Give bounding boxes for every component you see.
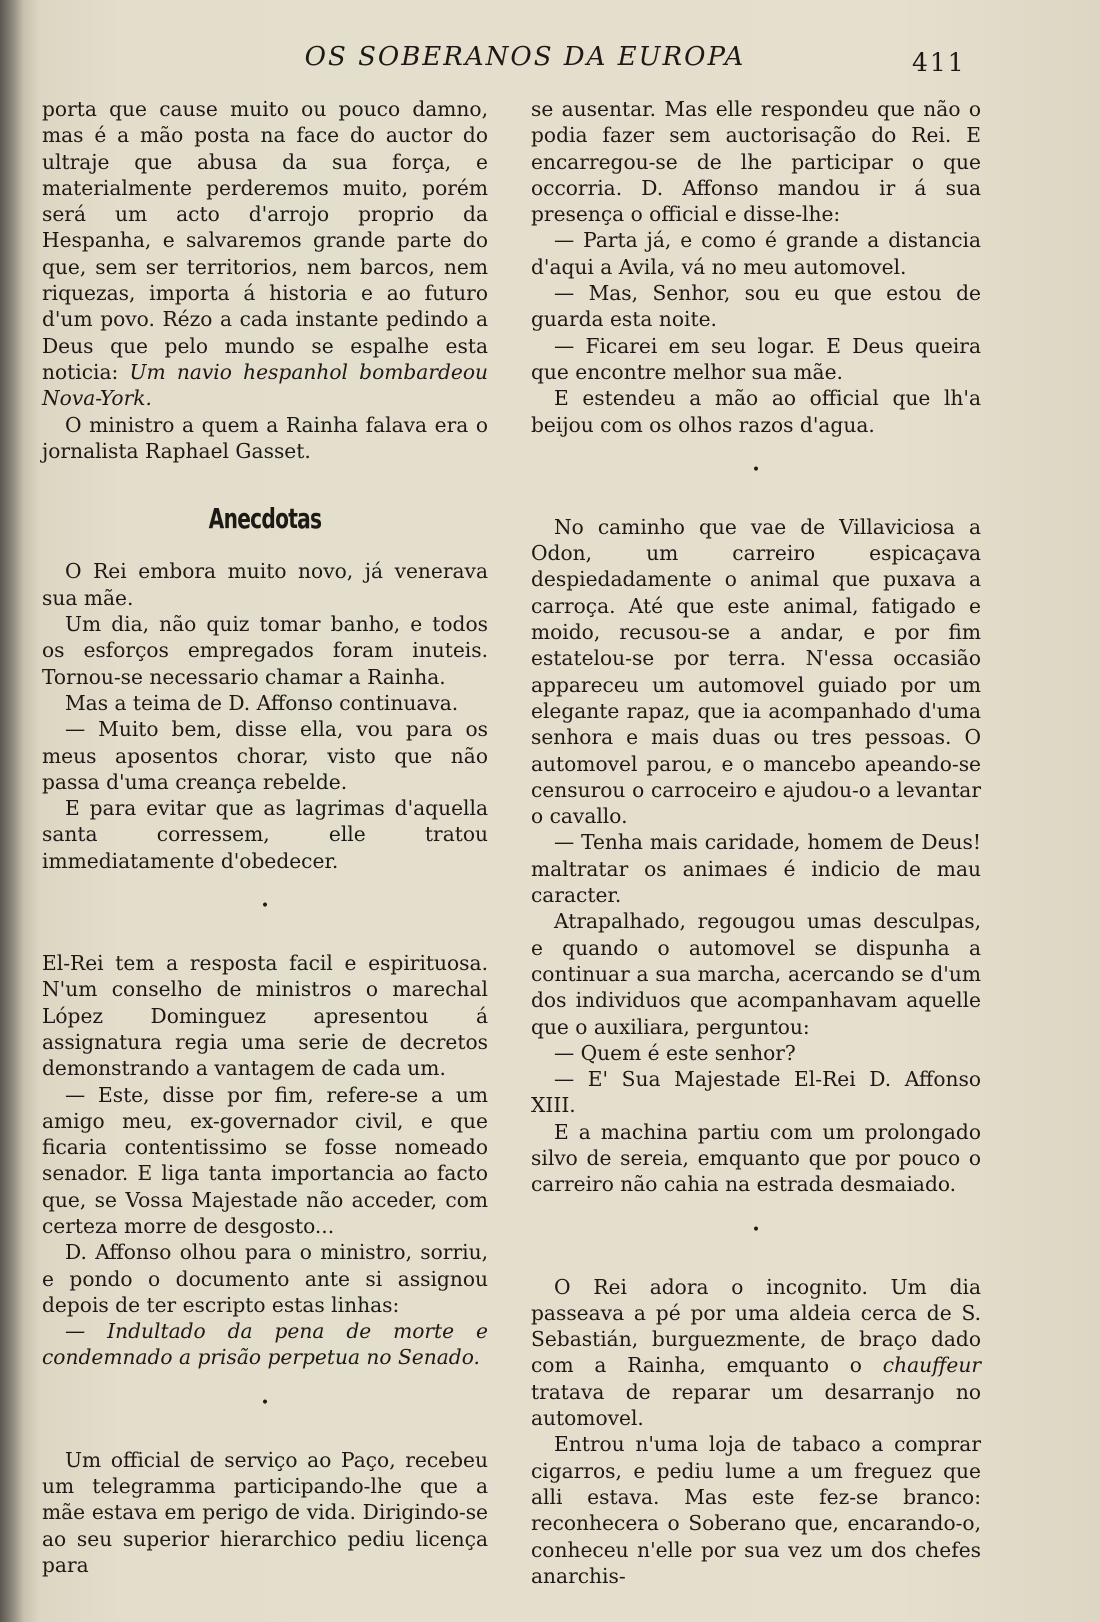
paragraph: — Parta já, e como é grande a distancia d'aqui a Avila, vá no meu automovel. <box>531 228 981 279</box>
paragraph-text: tratava de reparar um desarranjo no automovel. <box>531 1379 981 1431</box>
paragraph: — Este, disse por fim, refere-se a um amigo meu, ex-governador civil, e que ficaria contentissimo se fosse nomeado senador. E liga tanta importancia ao facto que, se Vossa Majestade não acceder, com certeza morre de desgosto... <box>42 1082 488 1238</box>
paragraph: — Muito bem, disse ella, vou para os meus aposentos chorar, visto que não passa d'uma creança rebelde. <box>42 717 488 794</box>
section-separator: • <box>751 461 761 478</box>
paragraph: — Quem é este senhor? <box>554 1040 796 1065</box>
paragraph: Mas a teima de D. Affonso continuava. <box>65 690 459 715</box>
paragraph: se ausentar. Mas elle respondeu que não o podia fazer sem auctorisação do Rei. E encarregou-se de lhe participar o que occorria. D. Affonso mandou ir á sua presença o official e disse-lhe: <box>531 97 981 227</box>
page-number: 411 <box>912 48 966 77</box>
paragraph-text: O Rei adora o incognito. Um dia passeava a pé por uma aldeia cerca de S. Sebastián, burguezmente, de braço dado com a Rainha, emquanto o <box>531 1274 981 1378</box>
left-column <box>42 96 488 1578</box>
right-column <box>531 96 981 1589</box>
paragraph <box>42 96 488 412</box>
section-heading: Anecdotas <box>208 502 322 536</box>
paragraph: Um official de serviço ao Paço, recebeu um telegramma participando-lhe que a mãe estava em perigo de vida. Dirigindo-se ao seu superior hierarchico pediu licença para <box>42 1447 488 1577</box>
paragraph: O Rei embora muito novo, já venerava sua mãe. <box>42 559 488 610</box>
paragraph: — Tenha mais caridade, homem de Deus! maltratar os animaes é indicio de mau caracter. <box>531 830 981 908</box>
paragraph: E estendeu a mão ao official que lh'a beijou com os olhos razos d'agua. <box>531 386 981 437</box>
paragraph: E para evitar que as lagrimas d'aquella santa corressem, elle tratou immediatamente d'obedecer. <box>42 796 488 873</box>
paragraph: Um dia, não quiz tomar banho, e todos os esforços empregados foram inuteis. Tornou-se necessario chamar a Rainha. <box>42 612 488 689</box>
paragraph: — Mas, Senhor, sou eu que estou de guarda esta noite. <box>531 281 981 332</box>
paragraph: O ministro a quem a Rainha falava era o jornalista Raphael Gasset. <box>42 412 488 463</box>
paragraph: E a machina partiu com um prolongado silvo de sereia, emquanto que por pouco o carreiro não cahia na estrada desmaiado. <box>531 1119 981 1197</box>
paragraph <box>531 1274 981 1432</box>
italic-quote: Um navio hespanhol bombardeou Nova-York. <box>42 359 488 411</box>
section-separator: • <box>751 1221 761 1238</box>
paragraph: No caminho que vae de Villaviciosa a Odon, um carreiro espicaçava despiedadamente o animal que puxava a carroça. Até que este animal, fatigado e moido, recusou-se a andar, e por fim estatelou-se por terra. N'essa occasião appareceu um automovel guiado por um elegante rapaz, que ia acompanhado d'uma senhora e mais duas ou tres pessoas. O automovel parou, e o mancebo apeando-se censurou o carroceiro e ajudou-o a levantar o cavallo. <box>531 514 981 829</box>
paragraph: D. Affonso olhou para o ministro, sorriu, e pondo o documento ante si assignou depois de ter escripto estas linhas: <box>42 1240 488 1317</box>
section-separator: • <box>260 898 270 915</box>
section-separator: • <box>260 1394 270 1411</box>
paragraph: Entrou n'uma loja de tabaco a comprar cigarros, e pediu lume a um freguez que alli estava. Mas este fez-se branco: reconhecera o Soberano que, encarando-o, conheceu n'elle por sua vez um dos chefes anarchis- <box>531 1432 981 1588</box>
italic-word: chauffeur <box>882 1353 982 1378</box>
paragraph: El-Rei tem a resposta facil e espirituosa. N'um conselho de ministros o marechal López Dominguez apresentou á assignatura regia uma serie de decretos demonstrando a vantagem de cada um. <box>42 951 488 1081</box>
paragraph: — Ficarei em seu logar. E Deus queira que encontre melhor sua mãe. <box>531 333 981 384</box>
paragraph: — E' Sua Majestade El-Rei D. Affonso XIII. <box>531 1067 981 1118</box>
paragraph: Atrapalhado, regougou umas desculpas, e quando o automovel se dispunha a continuar a sua marcha, acercando se d'um dos individuos que acompanhavam aquelle que o auxiliara, perguntou: <box>531 909 981 1039</box>
italic-paragraph: — Indultado da pena de morte e condemnado a prisão perpetua no Senado. <box>42 1319 488 1370</box>
paragraph-text: porta que cause muito ou pouco damno, mas é a mão posta na face do auctor do ultraje que abusa da sua força, e materialmente perderemos muito, porém será um acto d'arrojo proprio da Hespanha, e salvaremos grande parte do que, sem ser territorios, nem barcos, nem riquezas, importa á historia e ao futuro d'um povo. Rézo a cada instante pedindo a Deus que pelo mundo se espalhe esta noticia: <box>42 97 488 384</box>
running-head: OS SOBERANOS DA EUROPA <box>304 42 746 72</box>
